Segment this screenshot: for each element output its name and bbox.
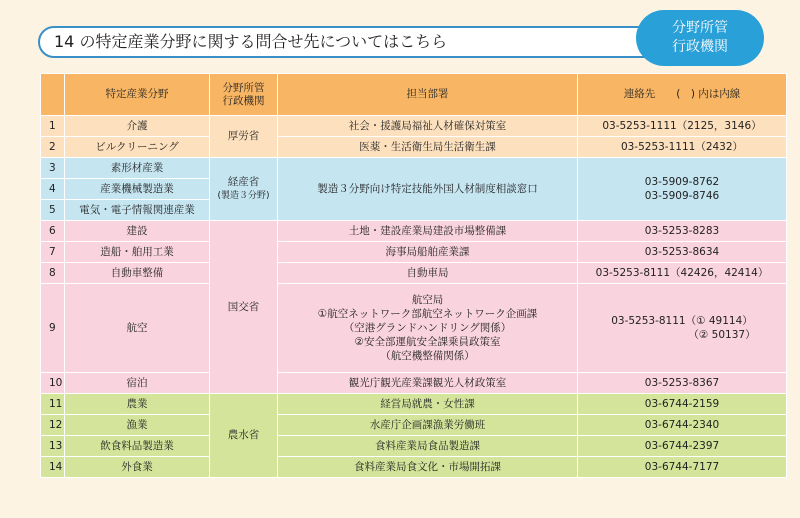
ministry-badge [636,10,764,66]
table-row: 6 建設 国交省 土地・建設産業局建設市場整備課 03-5253-8283 [41,221,787,242]
meti-contact: 03-5909-8762 03-5909-8746 [578,158,787,221]
aviation-contact: 03-5253-8111（① 49114） （② 50137） [578,284,787,373]
page-title: 14 の特定産業分野に関する問合せ先についてはこちら [54,32,448,51]
table-row: 11 農業 農水省 経営局就農・女性課 03-6744-2159 [41,394,787,415]
ministry-meti: 経産省 (製造３分野) [210,158,278,221]
ministry-maff: 農水省 [210,394,278,478]
aviation-department: 航空局 ①航空ネットワーク部航空ネットワーク企画課 （空港グランドハンドリング関係） ②安全部運航安全課乗員政策室 （航空機整備関係） [278,284,578,373]
badge-line2: 行政機関 [672,39,728,55]
table-row: 14 外食業 食料産業局食文化・市場開拓課 03-6744-7177 [41,457,787,478]
header-field: 特定産業分野 [65,74,210,116]
header-department: 担当部署 [278,74,578,116]
badge-line1: 分野所管 [672,20,728,36]
table-row: 10 宿泊 観光庁観光産業課観光人材政策室 03-5253-8367 [41,373,787,394]
ministry-mlit: 国交省 [210,221,278,394]
meti-department: 製造３分野向け特定技能外国人材制度相談窓口 [278,158,578,221]
table-header-row [41,74,787,116]
table-row: 9 航空 航空局 ①航空ネットワーク部航空ネットワーク企画課 （空港グランドハンドリング関係） ②安全部運航安全課乗員政策室 （航空機整備関係） 03-5253-8111（① 49114） （② 50137） [41,284,787,373]
header-ministry: 分野所管 行政機関 [210,74,278,116]
contact-table [40,73,787,478]
table-row: 12 漁業 水産庁企画課漁業労働班 03-6744-2340 [41,415,787,436]
table-row: 4 産業機械製造業 [41,179,787,200]
table-row: 8 自動車整備 自動車局 03-5253-8111（42426，42414） [41,263,787,284]
table-row: 5 電気・電子情報関連産業 [41,200,787,221]
table-row: 7 造船・舶用工業 海事局船舶産業課 03-5253-8634 [41,242,787,263]
header-contact: 連絡先 ( ) 内は内線 [578,74,787,116]
ministry-mhlw: 厚労省 [210,116,278,158]
table-row: 3 素形材産業 経産省 (製造３分野) 製造３分野向け特定技能外国人材制度相談窓口 03-5909-8762 03-5909-8746 [41,158,787,179]
table-row: 1 介護 厚労省 社会・援護局福祉人材確保対策室 03-5253-1111（2125，3146） [41,116,787,137]
table-row: 13 飲食料品製造業 食料産業局食品製造課 03-6744-2397 [41,436,787,457]
table-row: 2 ビルクリーニング 医薬・生活衛生局生活衛生課 03-5253-1111（2432） [41,137,787,158]
header-no [41,74,65,116]
